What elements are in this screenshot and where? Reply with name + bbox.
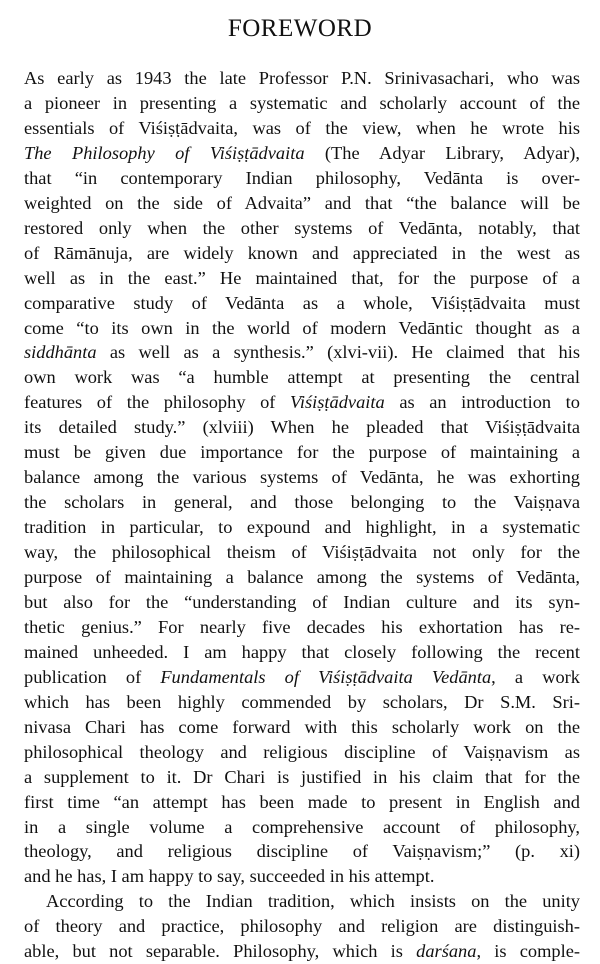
text-run: first time “an attempt has been made to present in English and	[24, 791, 580, 812]
text-line	[24, 839, 580, 864]
text-run: purpose of maintaining a balance among the systems of Vedānta,	[24, 567, 580, 587]
text-line	[24, 116, 580, 141]
text-run: of Rāmānuja, are widely known and appreciated in the west as	[24, 242, 580, 263]
text-run: the scholars in general, and those belonging to the Vaiṣṇava	[24, 492, 580, 513]
text-line	[24, 740, 580, 765]
text-run: well as in the east.” He maintained that, for the purpose of a	[24, 267, 580, 288]
text-line	[24, 515, 580, 540]
text-run: in a single volume a comprehensive account of philosophy,	[24, 816, 580, 837]
text-run: essentials of Viśiṣṭādvaita, was of the view, when he wrote his	[24, 117, 580, 138]
text-line	[24, 765, 580, 790]
text-run: way, the philosophical theism of Viśiṣṭādvaita not only for the	[24, 542, 580, 563]
text-line	[24, 565, 580, 590]
page-title: FOREWORD	[227, 15, 373, 42]
text-line	[24, 440, 580, 465]
text-run: own work was “a humble attempt at presenting the central	[24, 367, 580, 388]
text-line	[24, 690, 580, 715]
text-run: and he has, I am happy to say, succeeded in his attempt.	[24, 866, 435, 887]
text-line	[24, 166, 580, 191]
text-run: nivasa Chari has come forward with this scholarly work on the	[24, 716, 580, 737]
text-line	[24, 216, 580, 241]
text-run: of theory and practice, philosophy and religion are distinguish-	[24, 916, 580, 937]
text-run: restored only when the other systems of Vedānta, notably, that	[24, 217, 580, 238]
text-run: but also for the “understanding of Indian culture and its syn-	[24, 591, 580, 612]
text-run: publication of	[24, 666, 161, 687]
text-line	[24, 316, 580, 341]
text-run: weighted on the side of Advaita” and that “the balance will be	[24, 192, 580, 213]
text-line	[24, 291, 580, 316]
text-run: mained unheeded. I am happy that closely following the recent	[24, 641, 580, 662]
text-line	[24, 615, 580, 640]
text-line	[24, 864, 580, 889]
text-line	[24, 390, 580, 415]
text-run: tradition in particular, to expound and highlight, in a systematic	[24, 517, 580, 538]
text-line	[24, 815, 580, 840]
italic-text: Fundamentals of Viśiṣṭādvaita Vedānta	[160, 666, 492, 687]
text-line	[24, 665, 580, 690]
text-line	[24, 266, 580, 291]
text-run: a supplement to it. Dr Chari is justified in his claim that for the	[24, 766, 580, 787]
italic-text: The Philosophy of Viśiṣṭādvaita	[24, 142, 305, 163]
italic-text: darśana	[416, 941, 477, 962]
text-line	[24, 66, 580, 91]
text-run: a pioneer in presenting a systematic and scholarly account of the	[24, 92, 580, 113]
text-run: balance among the various systems of Vedānta, he was exhorting	[24, 467, 580, 488]
text-run: , a work	[491, 666, 580, 687]
italic-text: siddhānta	[24, 342, 97, 363]
text-line	[24, 415, 580, 440]
text-line	[24, 340, 580, 365]
text-run: able, but not separable. Philosophy, which is	[24, 941, 417, 962]
text-run: which has been highly commended by scholars, Dr S.M. Sri-	[24, 691, 580, 712]
text-run: as well as a synthesis.” (xlvi-vii). He claimed that his	[96, 342, 580, 363]
text-run: comparative study of Vedānta as a whole, Viśiṣṭādvaita must	[24, 292, 580, 313]
text-run: must be given due importance for the purpose of maintaining a	[24, 442, 580, 463]
text-run: features of the philosophy of	[24, 392, 291, 413]
text-run: as an introduction to	[384, 392, 580, 413]
text-line	[24, 365, 580, 390]
text-line	[24, 91, 580, 116]
text-run: philosophical theology and religious discipline of Vaiṣṇavism as	[24, 741, 580, 762]
text-line	[24, 141, 580, 166]
text-run: According to the Indian tradition, which insists on the unity	[46, 891, 580, 912]
text-line	[24, 939, 580, 964]
text-line	[24, 540, 580, 565]
text-line	[24, 465, 580, 490]
text-line	[24, 241, 580, 266]
text-run: come “to its own in the world of modern Vedāntic thought as a	[24, 317, 580, 338]
text-run: that “in contemporary Indian philosophy, Vedānta is over-	[24, 167, 580, 188]
text-line	[24, 790, 580, 815]
text-run: (The Adyar Library, Adyar),	[304, 142, 581, 163]
text-run: theology, and religious discipline of Vaiṣṇavism;” (p. xi)	[24, 841, 580, 862]
text-line	[24, 490, 580, 515]
text-run: , is comple-	[476, 941, 580, 962]
text-line	[24, 914, 580, 939]
text-line	[46, 889, 580, 914]
italic-text: Viśiṣṭādvaita	[290, 392, 385, 413]
text-line	[24, 640, 580, 665]
text-line	[24, 191, 580, 216]
text-run: its detailed study.” (xlviii) When he pleaded that Viśiṣṭādvaita	[24, 417, 580, 438]
text-line	[24, 590, 580, 615]
text-run: As early as 1943 the late Professor P.N. Srinivasachari, who was	[24, 68, 580, 88]
text-run: thetic genius.” For nearly five decades his exhortation has re-	[24, 616, 580, 637]
text-line	[24, 715, 580, 740]
